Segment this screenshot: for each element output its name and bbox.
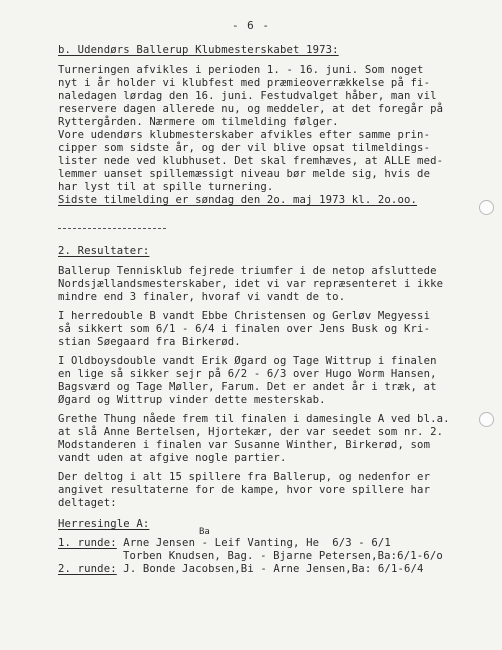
results-paragraph-line: stian Søegaard fra Birkerød. xyxy=(58,336,241,348)
result-row-round-1 xyxy=(58,537,391,550)
result-text: J. Bonde Jacobsen,Bi - Arne Jensen,Ba: 6/1-6/4 xyxy=(116,563,424,575)
result-row-round-2 xyxy=(58,563,424,576)
section-b-line: cipper som sidste år, og der vil blive opsat tilmeldings- xyxy=(58,142,431,154)
punch-hole xyxy=(479,412,494,427)
results-paragraph-line: angivet resultaterne for de kampe, hvor vore spillere har xyxy=(58,484,431,496)
results-paragraph-line: I herredouble B vandt Ebbe Christensen og Gerløv Megyessi xyxy=(58,310,431,322)
section-b-line: Ryttergården. Nærmere om tilmelding følger. xyxy=(58,116,339,128)
section-divider xyxy=(58,228,166,229)
section-b-line: Vore udendørs klubmesterskaber afvikles efter samme prin- xyxy=(58,129,431,141)
page-number: - 6 - xyxy=(231,19,271,32)
section-2-heading: 2. Resultater: xyxy=(58,245,150,257)
results-paragraph-line: at slå Anne Bertelsen, Hjortekær, der var seedet som nr. 2. xyxy=(58,426,444,438)
results-paragraph-line: deltaget: xyxy=(58,497,117,509)
section-b-line: naledagen lørdag den 16. juni. Festudvalget håber, man vil xyxy=(58,90,437,102)
section-b-line: Turneringen afvikles i perioden 1. - 16. juni. Som noget xyxy=(58,64,424,76)
results-paragraph-line: Nordsjællandsmesterskaber, idet vi var repræsenteret i ikke xyxy=(58,278,444,290)
results-paragraph-line: vandt uden at afgive nogle partier. xyxy=(58,452,287,464)
results-paragraph-line: Bagsværd og Tage Møller, Farum. Det er andet år i træk, at xyxy=(58,381,437,393)
results-paragraph-line: Ballerup Tennisklub fejrede triumfer i de netop afsluttede xyxy=(58,265,437,277)
section-b-line: lemmer uanset spillemæssigt niveau bør melde sig, hvis de xyxy=(58,168,431,180)
section-b-line: lister nede ved klubhuset. Det skal fremhæves, at ALLE med- xyxy=(58,155,444,167)
results-paragraph-line: mindre end 3 finaler, hvoraf vi vandt de to. xyxy=(58,291,346,303)
results-paragraph-line: så sikkert som 6/1 - 6/4 i finalen over Jens Busk og Kri- xyxy=(58,323,431,335)
punch-hole xyxy=(479,200,494,215)
section-b-line: nyt i år holder vi klubfest med præmieoverrækkelse på fi- xyxy=(58,77,431,89)
round-label: 1. runde: xyxy=(58,537,117,549)
results-paragraph-line: Øgard og Wittrup vinder dette mesterskab. xyxy=(58,394,326,406)
herresingle-heading: Herresingle A: xyxy=(58,518,150,530)
results-paragraph-line: Grethe Thung nåede frem til finalen i damesingle A ved bl.a. xyxy=(58,413,450,425)
results-paragraph-line: I Oldboysdouble vandt Erik Øgard og Tage Wittrup i finalen xyxy=(58,355,437,367)
results-paragraph-line: en lige så sikker sejr på 6/2 - 6/3 over Hugo Worm Hansen, xyxy=(58,368,437,380)
results-paragraph-line: Modstanderen i finalen var Susanne Winther, Birkerød, som xyxy=(58,439,431,451)
handwritten-club-note: Ba xyxy=(199,527,210,537)
registration-deadline: Sidste tilmelding er søndag den 2o. maj 1973 kl. 2o.oo. xyxy=(58,194,418,206)
result-text: Arne Jensen - Leif Vanting, He 6/3 - 6/1 xyxy=(116,537,391,549)
section-b-line: har lyst til at spille turnering. xyxy=(58,181,274,193)
results-paragraph-line: Der deltog i alt 15 spillere fra Ballerup, og nedenfor er xyxy=(58,471,431,483)
section-b-line: reservere dagen allerede nu, og meddeler, at det foregår på xyxy=(58,103,444,115)
section-b-heading: b. Udendørs Ballerup Klubmesterskabet 1973: xyxy=(58,44,339,56)
round-label: 2. runde: xyxy=(58,563,117,575)
result-row-round-1b: Torben Knudsen, Bag. - Bjarne Petersen,Ba:6/1-6/o xyxy=(123,550,443,562)
